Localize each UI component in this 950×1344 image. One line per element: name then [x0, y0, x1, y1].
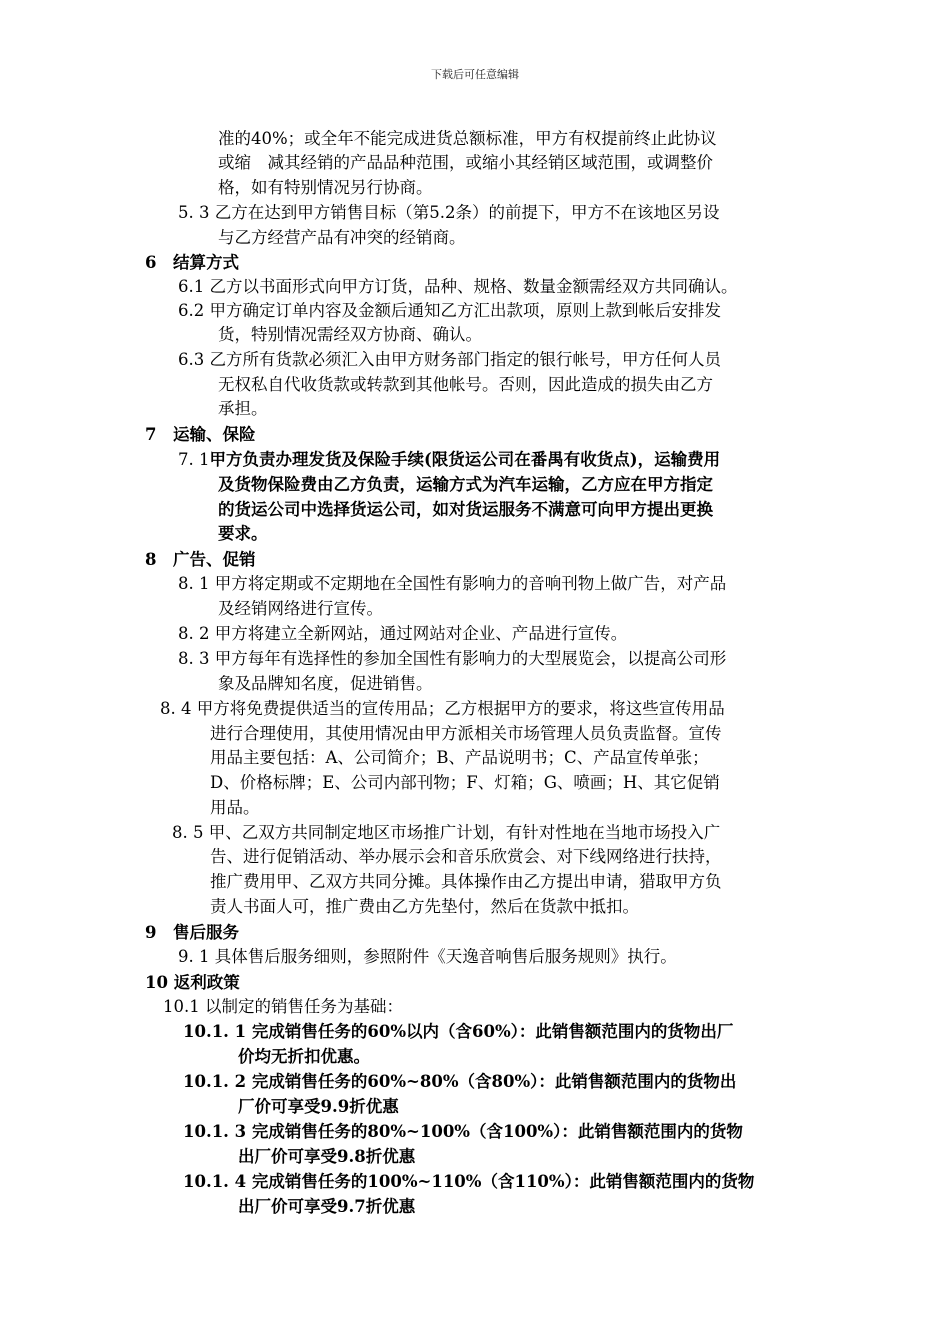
text-line [183, 1070, 736, 1094]
text-line [163, 995, 403, 1019]
line-text: 9. 1 具体售后服务细则，参照附件《天逸音响售后服务规则》执行。 [178, 947, 677, 966]
line-text: 价均无折扣优惠。 [238, 1047, 370, 1066]
line-text: 9 售后服务 [145, 923, 239, 942]
text-line [218, 522, 268, 546]
text-line [210, 771, 720, 795]
line-text: 的货运公司中选择货运公司，如对货运服务不满意可向甲方提出更换 [218, 500, 713, 519]
text-line [183, 1120, 743, 1144]
text-line [218, 176, 433, 200]
text-line [145, 423, 255, 447]
line-text: 象及品牌知名度，促进销售。 [218, 674, 433, 693]
text-line [178, 945, 677, 969]
line-text: 5. 3 乙方在达到甲方销售目标（第5.2条）的前提下，甲方不在该地区另设 [178, 203, 720, 222]
line-text: 10.1. 2 完成销售任务的60%~80%（含80%）：此销售额范围内的货物出 [183, 1072, 737, 1091]
text-line [172, 821, 720, 845]
text-line [178, 201, 719, 225]
line-text: 6.1 乙方以书面形式向甲方订货，品种、规格、数量金额需经双方共同确认。 [178, 277, 738, 296]
line-text: 7 运输、保险 [145, 425, 256, 444]
line-text: 告、进行促销活动、举办展示会和音乐欣赏会、对下线网络进行扶持， [210, 847, 722, 866]
text-line [210, 870, 722, 894]
line-text: 货，特别情况需经双方协商、确认。 [218, 325, 482, 344]
text-line [178, 647, 726, 671]
line-text: 厂价可享受9.9折优惠 [238, 1097, 399, 1116]
text-line [210, 845, 722, 869]
text-line [218, 226, 466, 250]
text-line [178, 299, 721, 323]
text-line [145, 548, 255, 572]
line-text: 8. 5 甲、乙双方共同制定地区市场推广计划，有针对性地在当地市场投入广 [172, 823, 721, 842]
line-text: 10.1 以制定的销售任务为基础： [163, 997, 403, 1016]
text-line [160, 697, 725, 721]
text-line [218, 672, 433, 696]
page-header: 下载后可任意编辑 [431, 68, 519, 81]
line-text: 要求。 [218, 524, 268, 543]
line-text: 8. 1 甲方将定期或不定期地在全国性有影响力的音响刊物上做广告，对产品 [178, 574, 727, 593]
line-text: 10.1. 1 完成销售任务的60%以内（含60%）：此销售额范围内的货物出厂 [183, 1022, 734, 1041]
text-line [210, 746, 709, 770]
line-text: 8. 3 甲方每年有选择性的参加全国性有影响力的大型展览会，以提高公司形 [178, 649, 727, 668]
text-line [238, 1095, 399, 1119]
text-line [178, 448, 720, 472]
text-line [178, 572, 726, 596]
line-text: 格，如有特别情况另行协商。 [218, 178, 433, 197]
line-text: 10.1. 3 完成销售任务的80%~100%（含100%）：此销售额范围内的货物 [183, 1122, 743, 1141]
text-line [183, 1170, 754, 1194]
text-line [218, 397, 268, 421]
text-line [183, 1020, 733, 1044]
text-line [218, 373, 713, 397]
text-line [178, 622, 627, 646]
line-text: 进行合理使用，其使用情况由甲方派相关市场管理人员负责监督。宣传 [210, 724, 722, 743]
line-text: 责人书面人可，推广费由乙方先垫付，然后在货款中抵扣。 [210, 897, 639, 916]
line-text: 准的40%；或全年不能完成进货总额标准，甲方有权提前终止此协议 [218, 129, 717, 148]
line-text: 用品主要包括：A、公司简介；B、产品说明书；C、产品宣传单张； [210, 748, 709, 767]
line-text: D、价格标牌；E、公司内部刊物；F、灯箱；G、喷画；H、其它促销 [210, 773, 720, 792]
line-text: 10.1. 4 完成销售任务的100%~110%（含110%）：此销售额范围内的货物 [183, 1172, 755, 1191]
line-text: 用品。 [210, 798, 260, 817]
text-line [178, 348, 721, 372]
line-text: 与乙方经营产品有冲突的经销商。 [218, 228, 466, 247]
line-text: 6.2 甲方确定订单内容及金额后通知乙方汇出款项，原则上款到帐后安排发 [178, 301, 721, 320]
line-text: 出厂价可享受9.7折优惠 [238, 1197, 416, 1216]
text-line [218, 323, 482, 347]
text-line [218, 597, 383, 621]
text-line [210, 722, 722, 746]
text-line [210, 895, 639, 919]
line-text: 承担。 [218, 399, 268, 418]
line-text: 无权私自代收货款或转款到其他帐号。否则，因此造成的损失由乙方 [218, 375, 713, 394]
text-line [218, 127, 717, 151]
text-line [238, 1195, 415, 1219]
text-line [145, 971, 240, 995]
line-text: 8. 2 甲方将建立全新网站，通过网站对企业、产品进行宣传。 [178, 624, 628, 643]
line-text: 或缩 减其经销的产品品种范围，或缩小其经销区域范围，或调整价 [218, 153, 713, 172]
line-text: 及货物保险费由乙方负责，运输方式为汽车运输，乙方应在甲方指定 [218, 475, 713, 494]
line-text: 及经销网络进行宣传。 [218, 599, 383, 618]
clause-number: 7. 1 [178, 450, 210, 469]
line-text: 出厂价可享受9.8折优惠 [238, 1147, 416, 1166]
text-line [218, 473, 713, 497]
line-text: 推广费用甲、乙双方共同分摊。具体操作由乙方提出申请，猎取甲方负 [210, 872, 722, 891]
line-text: 6 结算方式 [145, 253, 239, 272]
text-line [210, 796, 260, 820]
line-text: 甲方负责办理发货及保险手续(限货运公司在番禺有收货点)，运输费用 [209, 450, 721, 469]
text-line [145, 251, 239, 275]
line-text: 8. 4 甲方将免费提供适当的宣传用品；乙方根据甲方的要求，将这些宣传用品 [160, 699, 725, 718]
text-line [238, 1145, 415, 1169]
line-text: 10 返利政策 [145, 973, 240, 992]
line-text: 6.3 乙方所有货款必须汇入由甲方财务部门指定的银行帐号，甲方任何人员 [178, 350, 721, 369]
text-line [218, 151, 713, 175]
text-line [238, 1045, 370, 1069]
text-line [218, 498, 713, 522]
line-text: 8 广告、促销 [145, 550, 256, 569]
text-line [178, 275, 738, 299]
text-line [145, 921, 239, 945]
